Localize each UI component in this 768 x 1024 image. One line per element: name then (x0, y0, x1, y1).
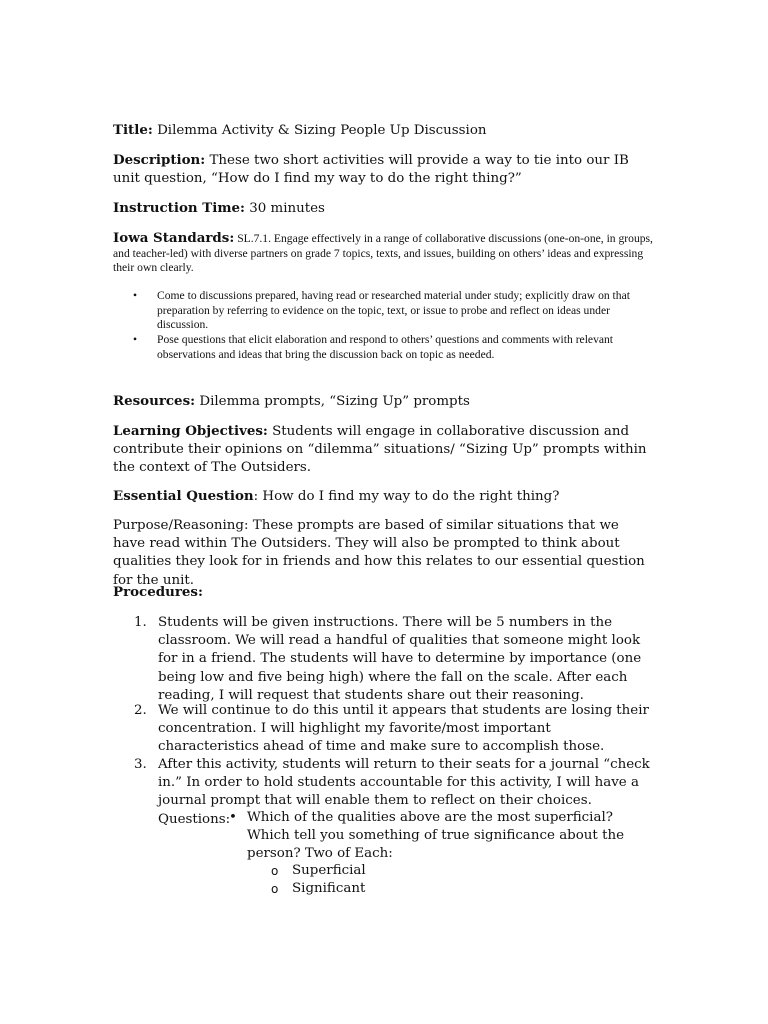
title-label: Title: (113, 122, 153, 138)
procedure-text: We will continue to do this until it appears that students are losing their concentration. I will highlight my favorite/most important characteristics ahead of time and make sure to accomplish those. (158, 703, 649, 755)
description-text: These two short activities will provide a way to tie into our IB unit question, “How do I find my way to do the right thing?” (113, 153, 629, 187)
iowa-standards-paragraph (113, 231, 653, 276)
instruction-time-line (113, 199, 653, 218)
bullet-icon: • (133, 333, 138, 346)
resources-text: Dilemma prompts, “Sizing Up” prompts (199, 394, 470, 409)
purpose-paragraph (113, 517, 653, 590)
learning-objectives-label: Learning Objectives: (113, 423, 268, 439)
iowa-standards-label: Iowa Standards: (113, 230, 235, 246)
description-label: Description: (113, 152, 206, 168)
procedure-text: Students will be given instructions. There will be 5 numbers in the classroom. We will read a handful of qualities that someone might look for in a friend. The students will have to determine by importance (one being low and five being high) where the fall on the scale. After each reading, I will request that students share out their reasoning. (158, 615, 642, 703)
learning-objectives-paragraph (113, 422, 653, 478)
instruction-time-label: Instruction Time: (113, 200, 245, 216)
resources-line (113, 392, 653, 411)
purpose-text: Purpose/Reasoning: These prompts are based of similar situations that we have read within The Outsiders. They will also be prompted to think about qualities they look for in friends and how this relates to our essential question for the unit. (113, 518, 645, 588)
sub-item-text: Significant (292, 881, 366, 896)
resources-label: Resources: (113, 393, 196, 409)
circle-bullet-icon: o (271, 882, 279, 896)
procedures-label: Procedures: (113, 584, 203, 600)
learning-objectives-text: Students will engage in collaborative discussion and contribute their opinions on “dilemma” situations/ “Sizing Up” prompts within the context of The Outsiders. (113, 424, 647, 476)
procedures-heading (113, 583, 653, 602)
circle-bullet-icon: o (271, 864, 279, 878)
iowa-standards-text: SL.7.1. Engage effectively in a range of collaborative discussions (one-on-one, in groups, and teacher-led) with diverse partners on grade 7 topics, texts, and issues, building on others’ ideas and expressing their own clearly. (113, 232, 653, 275)
instruction-time-text: 30 minutes (249, 201, 325, 216)
procedure-number: 3. (134, 757, 147, 772)
sub-item-text: Superficial (292, 863, 366, 878)
standards-bullet-text: Come to discussions prepared, having read or researched material under study; explicitly draw on that preparation by referring to evidence on the topic, text, or issue to probe and reflect on ideas under discussion. (157, 289, 630, 332)
essential-question-label: Essential Question (113, 488, 254, 504)
title-text: Dilemma Activity & Sizing People Up Discussion (157, 123, 487, 138)
essential-question-text: : How do I find my way to do the right thing? (253, 489, 560, 504)
description-paragraph (113, 151, 653, 188)
bullet-icon: • (229, 810, 237, 825)
procedure-text: After this activity, students will return to their seats for a journal “check in.” In order to hold students accountable for this activity, I will have a journal prompt that will enable them to reflect on their choices. Questions: (158, 757, 650, 827)
procedure-number: 1. (134, 615, 147, 630)
essential-question-line (113, 487, 653, 506)
title-line (113, 121, 653, 140)
procedure-number: 2. (134, 703, 147, 718)
standards-bullet-text: Pose questions that elicit elaboration and respond to others’ questions and comments with relevant observations and ideas that bring the discussion back on topic as needed. (157, 333, 614, 361)
journal-question-text: Which of the qualities above are the most superficial? Which tell you something of true significance about the person? Two of Each: (247, 810, 625, 862)
bullet-icon: • (133, 289, 138, 302)
